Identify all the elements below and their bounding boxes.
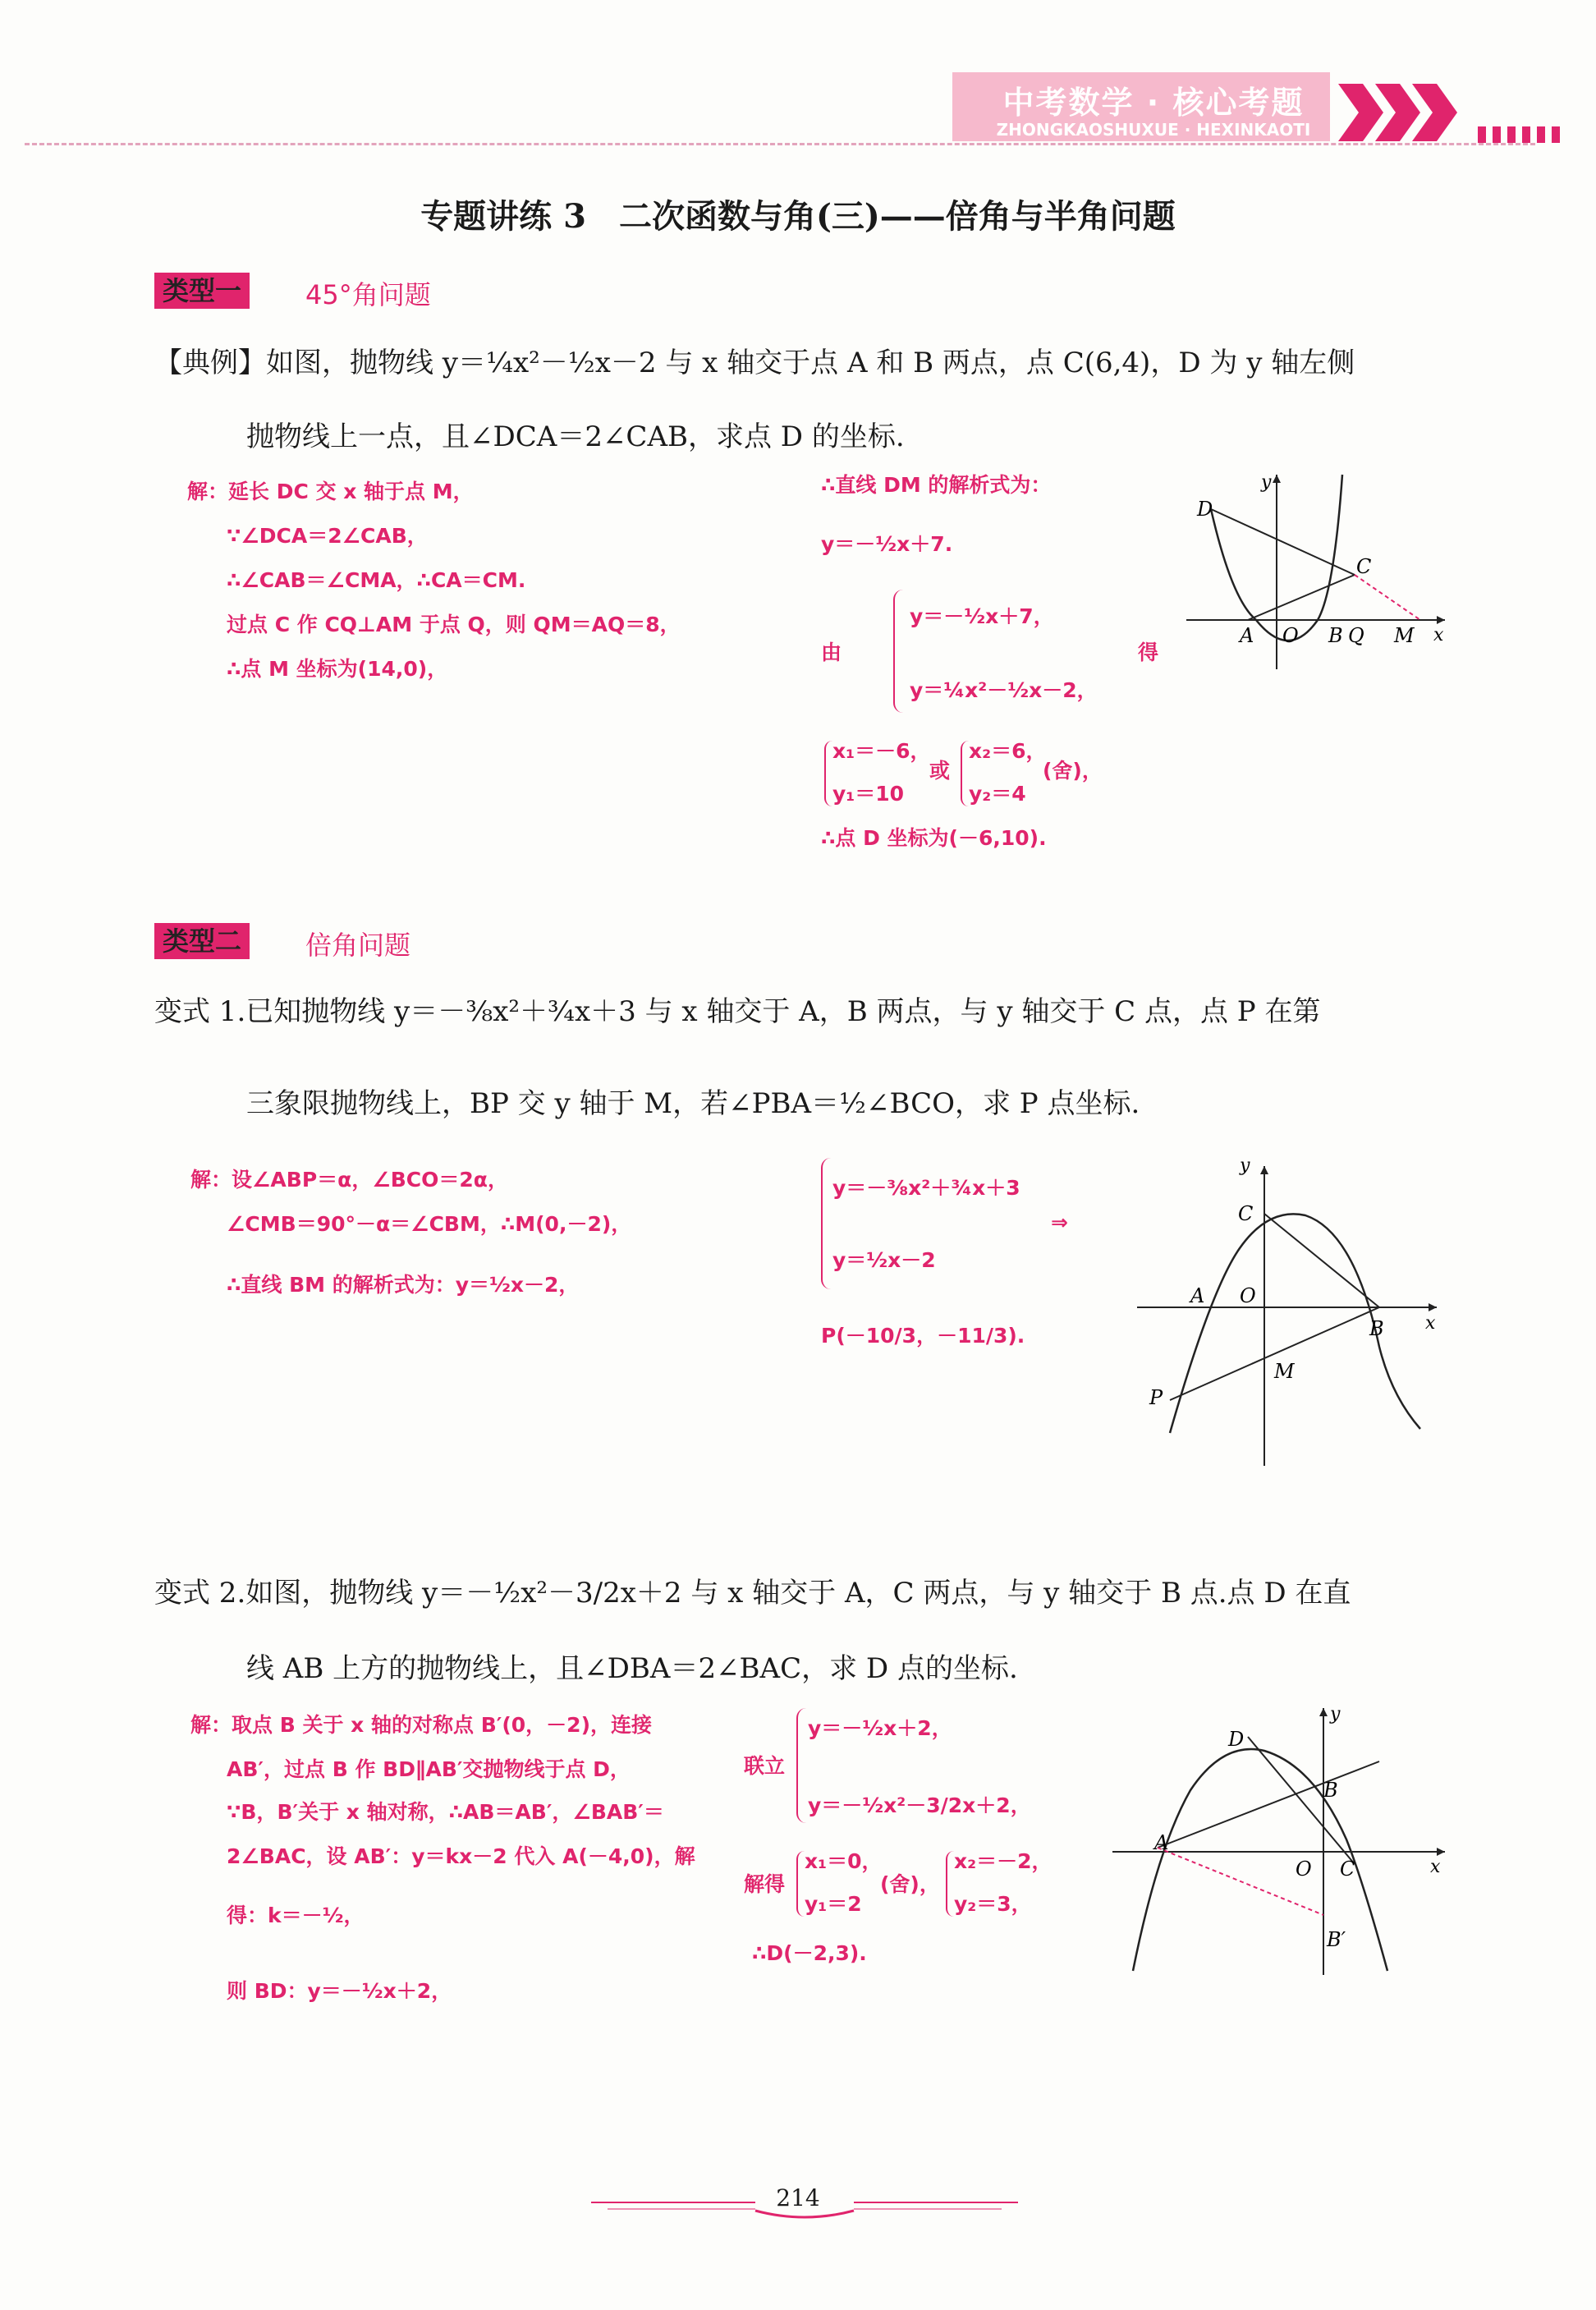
point-label: D	[1197, 498, 1213, 521]
sol-line: x₂＝6，	[969, 739, 1047, 763]
example-figure	[1182, 468, 1453, 673]
sol-line: ∴D(－2,3).	[752, 1941, 867, 1965]
sol-line: AB′，过点 B 作 BD∥AB′交抛物线于点 D，	[227, 1757, 631, 1781]
sol-line: x₁＝0，	[805, 1849, 883, 1873]
sol-line: 解得	[744, 1872, 786, 1896]
type2-name: 倍角问题	[305, 930, 411, 961]
point-label: C	[1356, 555, 1372, 578]
sol-line: ∴直线 DM 的解析式为：	[821, 473, 1052, 497]
v2-line2: 线 AB 上方的抛物线上，且∠DBA＝2∠BAC，求 D 点的坐标.	[246, 1652, 1018, 1685]
sol-line: y＝½x－2	[832, 1248, 936, 1272]
point-label: P	[1149, 1386, 1163, 1409]
brace	[796, 1851, 805, 1917]
example-line2: 抛物线上一点，且∠DCA＝2∠CAB，求点 D 的坐标.	[246, 420, 905, 453]
sol-line: P(－10/3，－11/3).	[821, 1324, 1025, 1348]
point-label: O	[1240, 1284, 1256, 1307]
sol-line: (舍)，	[880, 1872, 940, 1896]
header-title: 中考数学 · 核心考题	[1002, 85, 1305, 121]
axis-label: y	[1330, 1704, 1341, 1724]
v1-figure	[1133, 1150, 1445, 1470]
sol-line: ∴∠CAB＝∠CMA，∴CA＝CM.	[227, 568, 526, 592]
type2-tag: 类型二	[154, 923, 250, 959]
sol-line: 解：取点 B 关于 x 轴的对称点 B′(0，－2)，连接	[190, 1713, 652, 1737]
sol-line: y＝－⅜x²＋¾x＋3	[832, 1176, 1020, 1200]
point-label: A	[1240, 624, 1254, 647]
point-label: B	[1323, 1779, 1338, 1802]
header-divider	[25, 143, 1535, 145]
chevron-decoration-icon	[1338, 76, 1585, 149]
v2-line1: 变式 2.如图，抛物线 y＝－½x²－3/2x＋2 与 x 轴交于 A，C 两点，与 y 轴交于 B 点.点 D 在直	[154, 1577, 1351, 1610]
point-label: C	[1238, 1202, 1254, 1225]
brace	[796, 1708, 806, 1823]
point-label: Q	[1348, 624, 1364, 647]
point-label: D	[1228, 1728, 1245, 1751]
sol-line: 由	[821, 641, 842, 664]
sol-line: y₁＝2	[805, 1892, 862, 1916]
sol-line: y＝－½x²－3/2x＋2，	[808, 1793, 1031, 1817]
point-label: M	[1394, 624, 1415, 647]
brace	[824, 741, 832, 806]
sol-line: ⇒	[1051, 1210, 1068, 1234]
sol-line: 得	[1138, 641, 1159, 664]
brace	[961, 741, 969, 806]
sol-line: 联立	[744, 1754, 786, 1778]
page-number: 214	[776, 2184, 820, 2211]
sol-line: ∠CMB＝90°－α＝∠CBM，∴M(0,－2)，	[227, 1212, 632, 1236]
type1-name: 45°角问题	[305, 279, 431, 310]
sol-line: 解：设∠ABP＝α，∠BCO＝2α，	[190, 1168, 508, 1192]
point-label: O	[1296, 1858, 1312, 1881]
sol-line: y＝－½x＋2，	[808, 1716, 952, 1740]
axis-label: x	[1425, 1313, 1436, 1334]
sol-line: 得：k＝－½，	[227, 1904, 365, 1927]
sol-line: ∵B，B′关于 x 轴对称，∴AB＝AB′，∠BAB′＝	[227, 1800, 664, 1824]
sol-line: ∴直线 BM 的解析式为：y＝½x－2，	[227, 1273, 580, 1297]
brace	[821, 1158, 831, 1289]
sol-line: ∵∠DCA＝2∠CAB，	[227, 524, 428, 548]
sol-line: y₂＝3，	[954, 1892, 1032, 1916]
point-label: C	[1340, 1858, 1355, 1881]
point-label: A	[1154, 1831, 1169, 1854]
sol-line: 则 BD：y＝－½x＋2，	[227, 1979, 452, 2003]
point-label: B	[1369, 1317, 1384, 1340]
sol-line: y＝¼x²－½x－2，	[910, 678, 1098, 702]
point-label: M	[1274, 1360, 1295, 1383]
header-subtitle: ZHONGKAOSHUXUE · HEXINKAOTI	[996, 120, 1311, 140]
point-label: B′	[1327, 1928, 1346, 1951]
brace	[946, 1851, 954, 1917]
sol-line: ∴点 M 坐标为(14,0)，	[227, 657, 448, 681]
axis-label: x	[1430, 1857, 1441, 1877]
point-label: O	[1282, 624, 1299, 647]
sol-line: y＝－½x＋7.	[821, 532, 953, 556]
sol-line: 或	[929, 759, 951, 783]
axis-label: y	[1240, 1155, 1250, 1176]
sol-line: ∴点 D 坐标为(－6,10).	[821, 826, 1047, 850]
point-label: B	[1328, 624, 1343, 647]
axis-label: y	[1261, 472, 1272, 493]
sol-line: (舍)，	[1043, 759, 1103, 783]
sol-line: y₁＝10	[832, 782, 905, 806]
axis-label: x	[1433, 625, 1444, 645]
example-line1: 【典例】如图，抛物线 y＝¼x²－½x－2 与 x 轴交于点 A 和 B 两点，点 C(6,4)，D 为 y 轴左侧	[154, 347, 1355, 379]
v1-line2: 三象限抛物线上，BP 交 y 轴于 M，若∠PBA＝½∠BCO，求 P 点坐标.	[246, 1087, 1140, 1120]
brace	[893, 590, 903, 713]
page-title: 专题讲练 3 二次函数与角(三)——倍角与半角问题	[420, 197, 1176, 236]
sol-line: y₂＝4	[969, 782, 1026, 806]
point-label: A	[1190, 1284, 1205, 1307]
sol-line: 解：延长 DC 交 x 轴于点 M，	[187, 480, 474, 503]
sol-line: 过点 C 作 CQ⊥AM 于点 Q，则 QM＝AQ＝8，	[227, 613, 681, 636]
v1-line1: 变式 1.已知抛物线 y＝－⅜x²＋¾x＋3 与 x 轴交于 A，B 两点，与 y 轴交于 C 点，点 P 在第	[154, 995, 1321, 1028]
sol-line: y＝－½x＋7，	[910, 604, 1054, 628]
type1-tag: 类型一	[154, 273, 250, 309]
sol-line: x₂＝－2，	[954, 1849, 1053, 1873]
v2-figure	[1108, 1700, 1453, 1979]
sol-line: x₁＝－6，	[832, 739, 931, 763]
sol-line: 2∠BAC，设 AB′：y＝kx－2 代入 A(－4,0)，解	[227, 1844, 695, 1868]
